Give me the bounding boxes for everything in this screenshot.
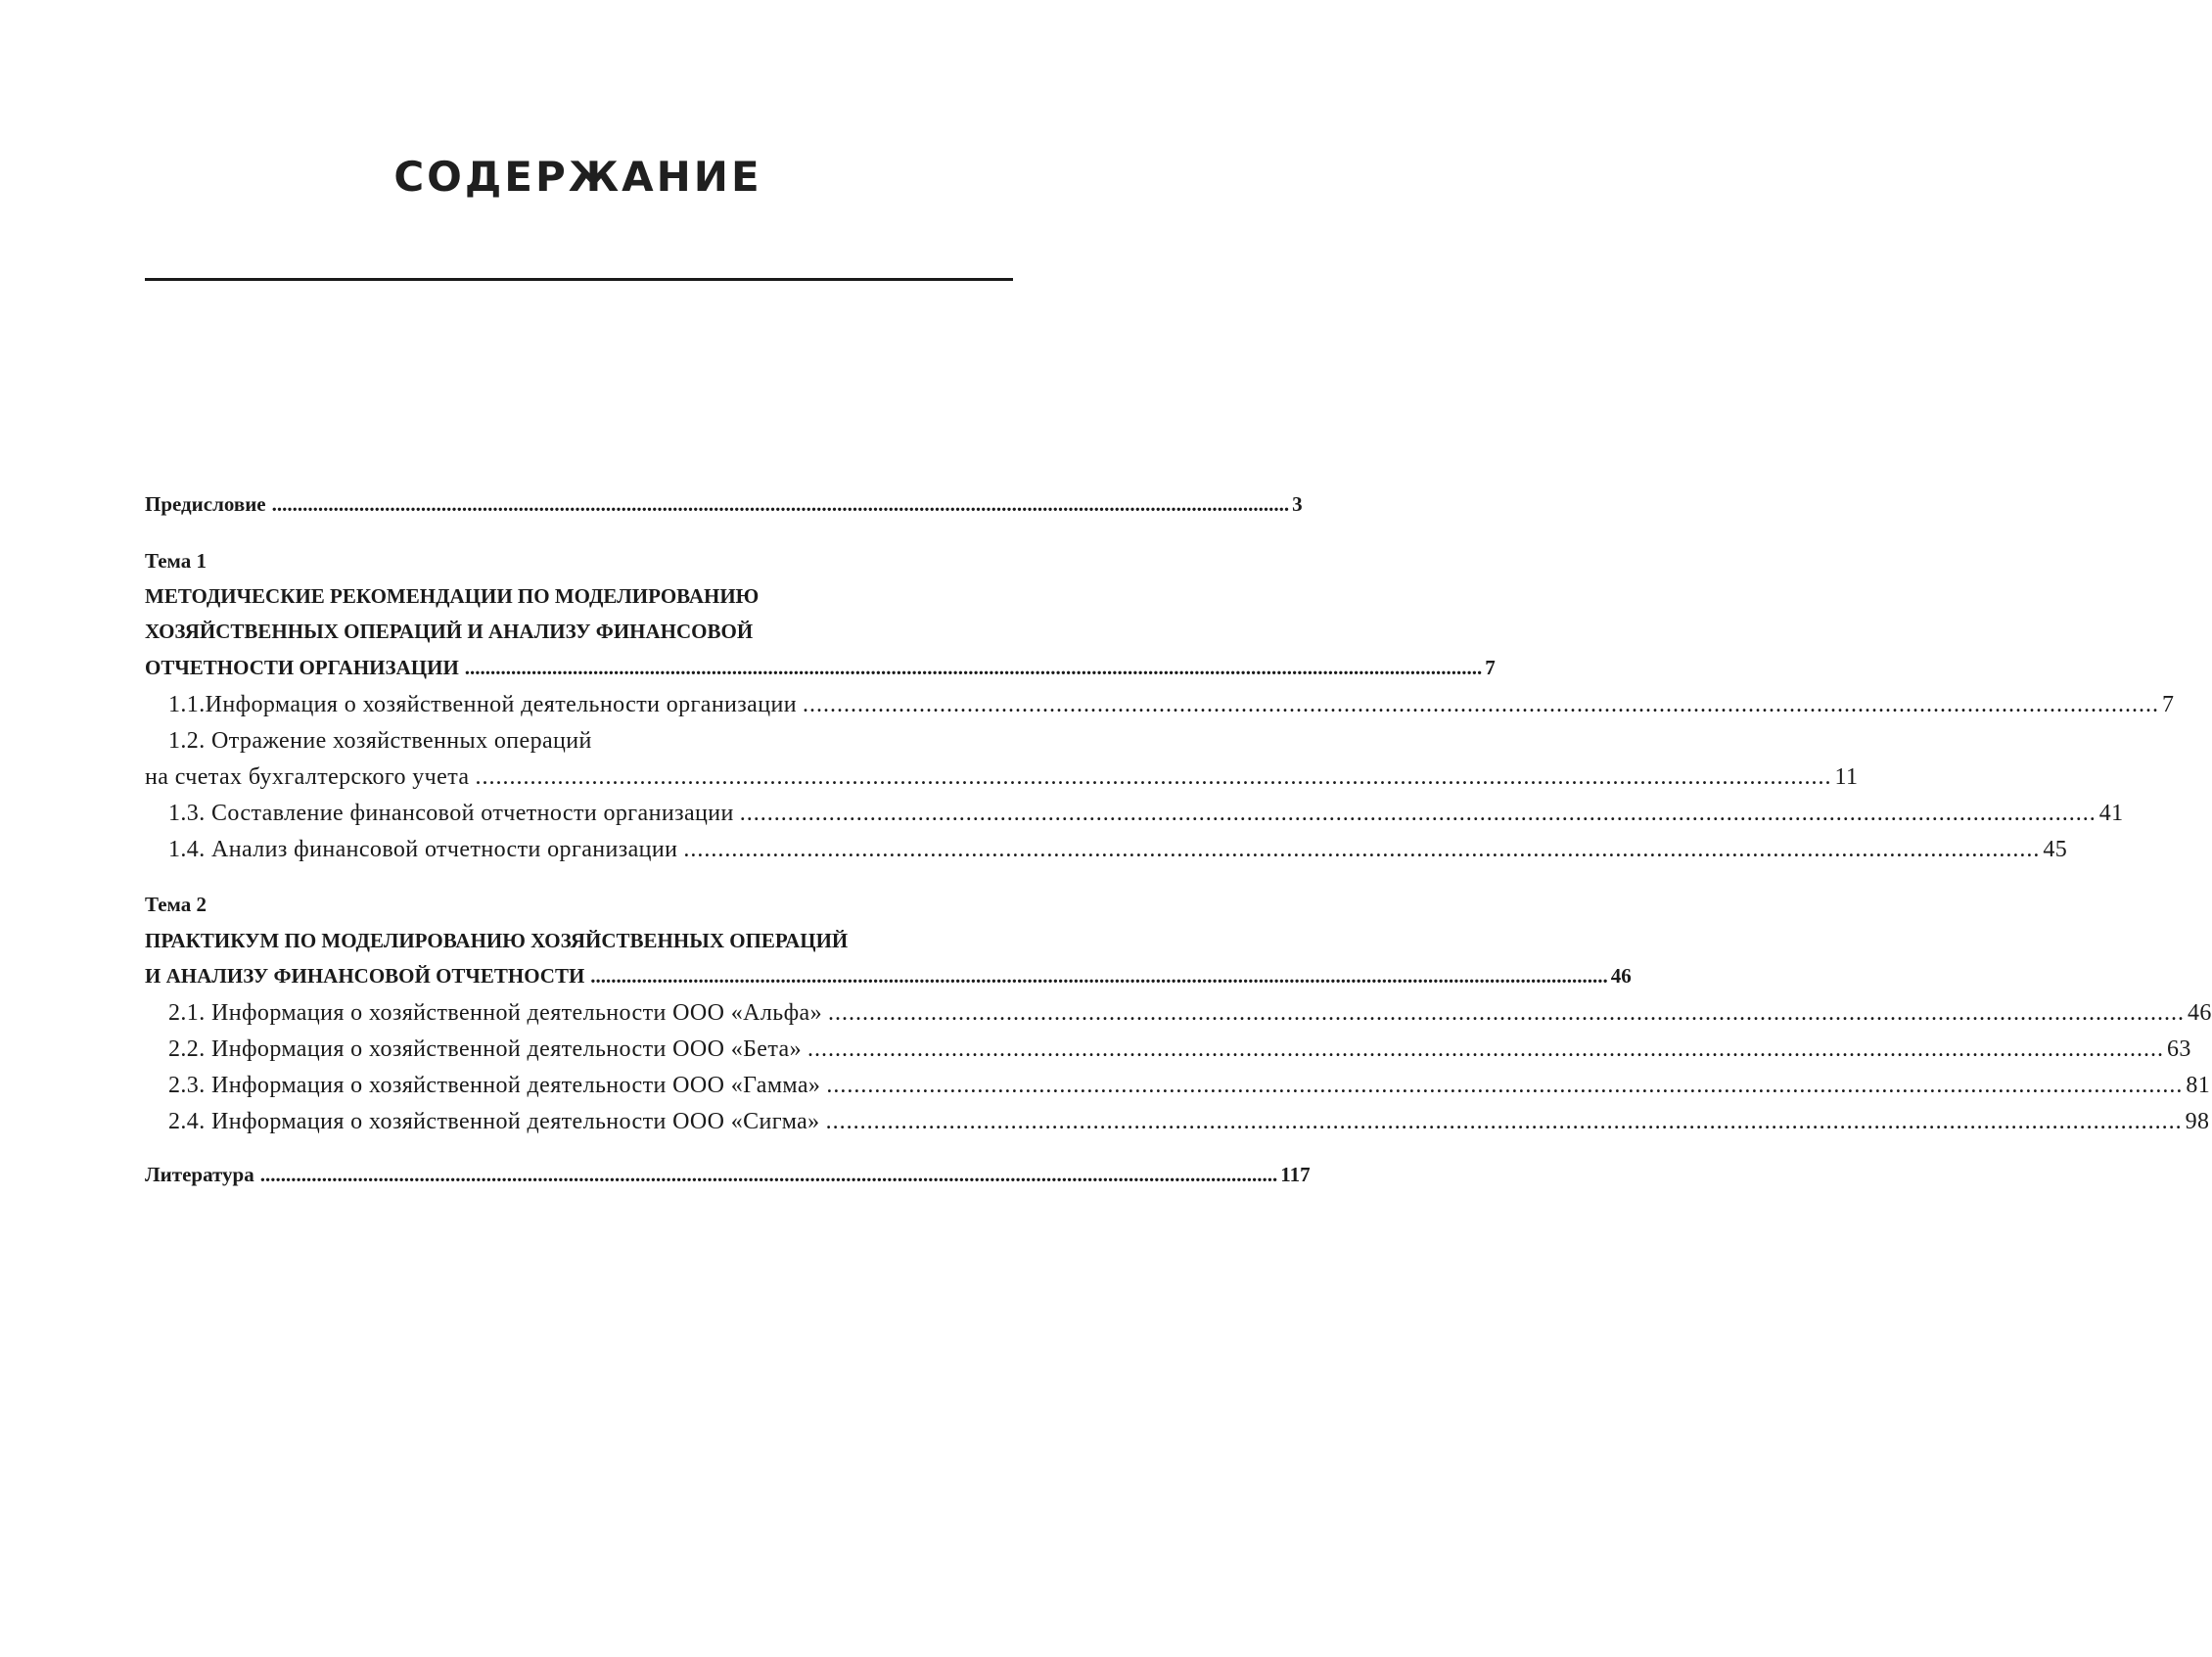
toc-entry-literature[interactable] bbox=[145, 1163, 1311, 1187]
toc-page-number: 46 bbox=[1610, 964, 1632, 988]
toc-entry-2-4[interactable] bbox=[168, 1109, 2210, 1135]
toc-entry-2-2[interactable] bbox=[168, 1036, 2191, 1063]
toc-entry-label: 1.1.Информация о хозяйственной деятельности организации bbox=[168, 692, 797, 717]
toc-entry-label: Предисловие bbox=[145, 492, 266, 516]
dot-leader: ...................................................................................................................................................................................................... bbox=[464, 656, 1483, 679]
toc-page-number: 117 bbox=[1280, 1163, 1311, 1186]
toc-entry-label: 2.3. Информация о хозяйственной деятельности ООО «Гамма» bbox=[168, 1073, 821, 1098]
toc-page-number: 63 bbox=[2166, 1036, 2191, 1062]
toc-entry-2-1[interactable] bbox=[168, 1000, 2212, 1027]
toc-page-number: 81 bbox=[2186, 1073, 2211, 1098]
toc-page-number: 7 bbox=[2161, 692, 2175, 717]
toc-entry-label: 1.4. Анализ финансовой отчетности организации bbox=[168, 837, 678, 862]
title-divider bbox=[145, 278, 1013, 281]
dot-leader: ...................................................................................................................................................................................................... bbox=[827, 1000, 2185, 1026]
dot-leader: ...................................................................................................................................................................................................... bbox=[806, 1036, 2164, 1062]
toc-entry-topic2[interactable] bbox=[145, 964, 1632, 989]
toc-entry-label: 2.4. Информация о хозяйственной деятельности ООО «Сигма» bbox=[168, 1109, 820, 1134]
toc-entry-1-3[interactable] bbox=[168, 801, 2124, 827]
topic-title-line: ПРАКТИКУМ ПО МОДЕЛИРОВАНИЮ ХОЗЯЙСТВЕННЫХ ОПЕРАЦИЙ bbox=[145, 929, 849, 952]
toc-page-number: 11 bbox=[1834, 764, 1859, 790]
dot-leader: ...................................................................................................................................................................................................... bbox=[739, 801, 2097, 826]
dot-leader: ...................................................................................................................................................................................................... bbox=[826, 1073, 2184, 1098]
toc-entry-2-3[interactable] bbox=[168, 1073, 2211, 1099]
toc-entry-1-2[interactable] bbox=[145, 764, 1859, 791]
toc-page-number: 46 bbox=[2187, 1000, 2212, 1026]
topic-title-line: МЕТОДИЧЕСКИЕ РЕКОМЕНДАЦИИ ПО МОДЕЛИРОВАНИЮ bbox=[145, 584, 760, 608]
toc-entry-1-1[interactable] bbox=[168, 692, 2175, 718]
dot-leader: ...................................................................................................................................................................................................... bbox=[475, 764, 1832, 790]
toc-entry-label: Литература bbox=[145, 1163, 254, 1186]
page-title: СОДЕРЖАНИЕ bbox=[393, 153, 762, 201]
toc-entry-label: 2.1. Информация о хозяйственной деятельности ООО «Альфа» bbox=[168, 1000, 822, 1026]
toc-page-number: 98 bbox=[2185, 1109, 2210, 1134]
toc-entry-label: 1.3. Составление финансовой отчетности организации bbox=[168, 801, 734, 826]
toc-page-number: 41 bbox=[2098, 801, 2124, 826]
dot-leader: ...................................................................................................................................................................................................... bbox=[259, 1163, 1278, 1186]
toc-entry-label: 2.2. Информация о хозяйственной деятельности ООО «Бета» bbox=[168, 1036, 802, 1062]
topic-title-line: ХОЗЯЙСТВЕННЫХ ОПЕРАЦИЙ И АНАЛИЗУ ФИНАНСОВОЙ bbox=[145, 620, 754, 643]
toc-page-number: 7 bbox=[1485, 656, 1496, 679]
dot-leader: ...................................................................................................................................................................................................... bbox=[271, 492, 1290, 516]
dot-leader: ...................................................................................................................................................................................................... bbox=[802, 692, 2159, 717]
toc-page-number: 45 bbox=[2043, 837, 2068, 862]
toc-entry-1-4[interactable] bbox=[168, 837, 2068, 863]
dot-leader: ...................................................................................................................................................................................................... bbox=[590, 964, 1608, 988]
toc-page-number: 3 bbox=[1292, 492, 1303, 516]
toc-entry-label: 1.2. Отражение хозяйственных операций bbox=[168, 728, 592, 754]
dot-leader: ...................................................................................................................................................................................................... bbox=[825, 1109, 2183, 1134]
topic-title-line: И АНАЛИЗУ ФИНАНСОВОЙ ОТЧЕТНОСТИ bbox=[145, 964, 585, 988]
toc-entry-topic1[interactable] bbox=[145, 656, 1496, 680]
topic-title-line: ОТЧЕТНОСТИ ОРГАНИЗАЦИИ bbox=[145, 656, 459, 679]
toc-entry-preface[interactable] bbox=[145, 492, 1303, 517]
toc-entry-label: на счетах бухгалтерского учета bbox=[145, 764, 470, 790]
topic-heading: Тема 1 bbox=[145, 549, 207, 573]
topic-heading: Тема 2 bbox=[145, 893, 207, 916]
dot-leader: ...................................................................................................................................................................................................... bbox=[683, 837, 2041, 862]
